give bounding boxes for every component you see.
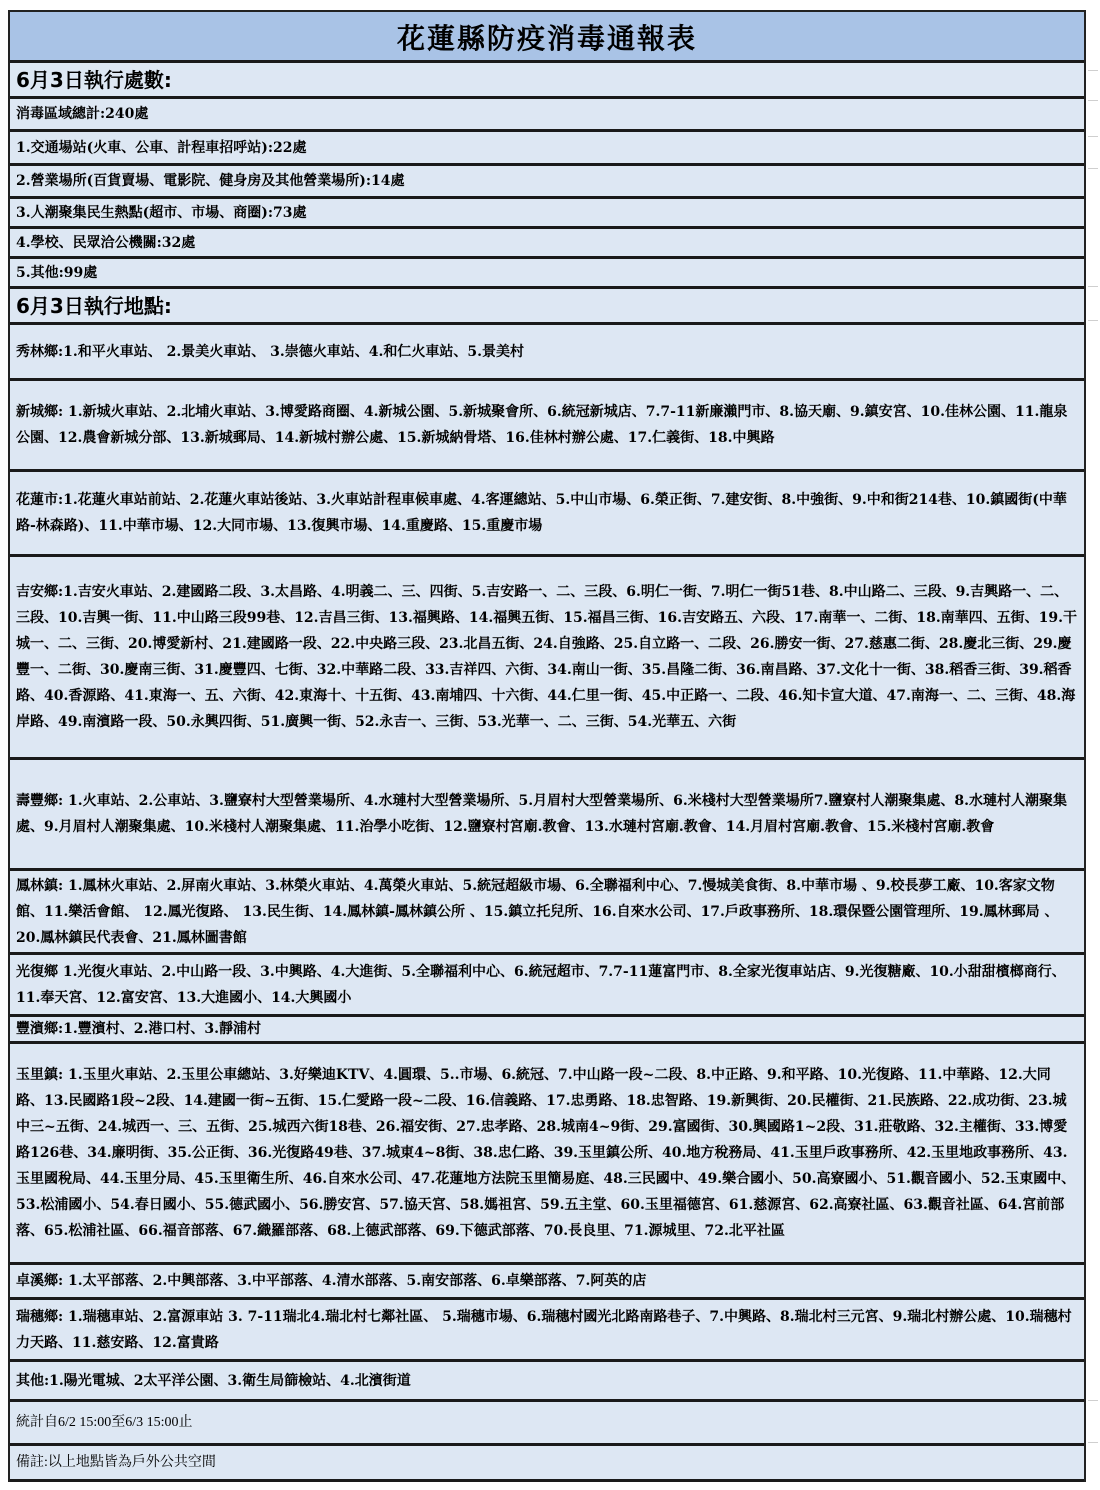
location-row-xincheng: 新城鄉: 1.新城火車站、2.北埔火車站、3.博愛路商圈、4.新城公園、5.新城聚會所、6.統冠新城店、7.7-11新廉瀨門市、8.協天廟、9.鎮安宮、10.佳林公園、11.龍泉公園、12.農會新城分部、13.新城郵局、14.新城村辦公處、15.新城納骨塔、16.佳林村辦公處、17.仁義街、18.中興路 [10,381,1084,472]
category-row-transport: 1.交通場站(火車、公車、計程車招呼站):22處 [10,132,1084,166]
location-row-jian: 吉安鄉:1.吉安火車站、2.建國路二段、3.太昌路、4.明義二、三、四街、5.吉安路一、二、三段、6.明仁一街、7.明仁一街51巷、8.中山路二、三段、9.吉興路一、二、三段、10.吉興一街、11.中山路三段99巷、12.吉昌三街、13.福興路、14.福興五街、15.福昌三街、16.吉安路五、六段、17.南華一、二街、18.南華四、五街、19.干城一、二、三街、20.博愛新村、21.建國路一段、22.中央路三段、23.北昌五街、24.自強路、25.自立路一、二段、26.勝安一街、27.慈惠二街、28.慶北三街、29.慶豐一、二街、30.慶南三街、31.慶豐四、七街、32.中華路二段、33.吉祥四、六街、34.南山一街、35.昌隆二街、36.南昌路、37.文化十一街、38.稻香三街、39.稻香路、40.香源路、41.東海一、五、六街、42.東海十、十五街、43.南埔四、十六街、44.仁里一街、45.中正路一、二段、46.知卡宣大道、47.南海一、二、三街、48.海岸路、49.南濱路一段、50.永興四街、51.廣興一街、52.永吉一、三街、53.光華一、二、三街、54.光華五、六街 [10,557,1084,760]
sheet-gridline-mark [1088,286,1098,287]
location-row-fenglin: 鳳林鎮: 1.鳳林火車站、2.屏南火車站、3.林榮火車站、4.萬榮火車站、5.統冠超級市場、6.全聯福利中心、7.慢城美食街、8.中華市場 、9.校長夢工廠、10.客家文物館、11.樂活會館、 12.鳳光復路、 13.民生街、14.鳳林鎮-鳳林鎮公所 、15.鎮立托兒所、16.自來水公司、17.戶政事務所、18.環保暨公園管理所、19.鳳林郵局 、20.鳳林鎮民代表會、21.鳳林圖書館 [10,871,1084,955]
location-row-yuli: 玉里鎮: 1.玉里火車站、2.玉里公車總站、3.好樂迪KTV、4.圓環、5..市場、6.統冠、7.中山路一段~二段、8.中正路、9.和平路、10.光復路、11.中華路、12.大同路、13.民國路1段~2段、14.建國一街~五街、15.仁愛路一段~二段、16.信義路、17.忠勇路、18.忠智路、19.新興街、20.民權街、21.民族路、22.成功街、23.城中三~五街、24.城西一、三、五街、25.城西六街18巷、26.福安街、27.忠孝路、28.城南4~9街、29.富國街、30.興國路1~2段、31.莊敬路、32.主權街、33.博愛路126巷、34.廉明街、35.公正街、36.光復路49巷、37.城東4~8街、38.忠仁路、39.玉里鎮公所、40.地方稅務局、41.玉里戶政事務所、42.玉里地政事務所、43.玉里國稅局、44.玉里分局、45.玉里衛生所、46.自來水公司、47.花蓮地方法院玉里簡易庭、48.三民國中、49.樂合國小、50.高寮國小、51.觀音國小、52.玉東國中、53.松浦國小、54.春日國小、55.德武國小、56.勝安宮、57.協天宮、58.媽祖宮、59.五主堂、60.玉里福德宮、61.慈源宮、62.高寮社區、63.觀音社區、64.宮前部落、65.松浦社區、66.福音部落、67.織羅部落、68.上德武部落、69.下德武部落、70.長良里、71.源城里、72.北平社區 [10,1044,1084,1265]
location-row-shoufeng: 壽豐鄉: 1.火車站、2.公車站、3.鹽寮村大型營業場所、4.水璉村大型營業場所、5.月眉村大型營業場所、6.米棧村大型營業場所7.鹽寮村人潮聚集處、8.水璉村人潮聚集處、9.月眉村人潮聚集處、10.米棧村人潮聚集處、11.治學小吃街、12.鹽寮村宮廟.教會、13.水璉村宮廟.教會、14.月眉村宮廟.教會、15.米棧村宮廟.教會 [10,760,1084,871]
report-title: 花蓮縣防疫消毒通報表 [10,10,1084,63]
location-section-header: 6月3日執行地點: [10,289,1084,325]
sheet-gridline-mark [1088,100,1098,101]
location-row-ruisui: 瑞穗鄉: 1.瑞穗車站、2.富源車站 3. 7-11瑞北4.瑞北村七鄰社區、 5.瑞穗市場、6.瑞穗村國光北路南路巷子、7.中興路、8.瑞北村三元宮、9.瑞北村辦公處、10.瑞穗村力天路、11.慈安路、12.富貴路 [10,1300,1084,1362]
sheet-gridline-mark [1088,1400,1098,1401]
report-sheet [8,10,1086,1482]
location-row-hualien-city: 花蓮市:1.花蓮火車站前站、2.花蓮火車站後站、3.火車站計程車候車處、4.客運總站、5.中山市場、6.榮正街、7.建安街、8.中強街、9.中和街214巷、10.鎮國街(中華路-林森路)、11.中華市場、12.大同市場、13.復興市場、14.重慶路、15.重慶市場 [10,472,1084,557]
category-row-other: 5.其他:99處 [10,259,1084,289]
location-row-xiulin: 秀林鄉:1.和平火車站、 2.景美火車站、 3.崇德火車站、4.和仁火車站、5.景美村 [10,325,1084,381]
statistics-period: 統計自6/2 15:00至6/3 15:00止 [10,1402,1084,1446]
category-row-business: 2.營業場所(百貨賣場、電影院、健身房及其他營業場所):14處 [10,166,1084,199]
category-row-crowd: 3.人潮聚集民生熱點(超市、市場、商圈):73處 [10,199,1084,229]
sheet-gridline-mark [1088,136,1098,137]
sheet-gridline-mark [1088,70,1098,71]
category-row-schools: 4.學校、民眾洽公機關:32處 [10,229,1084,259]
location-row-zhuoxi: 卓溪鄉: 1.太平部落、2.中興部落、3.中平部落、4.清水部落、5.南安部落、6.卓樂部落、7.阿英的店 [10,1265,1084,1300]
location-row-guangfu: 光復鄉 1.光復火車站、2.中山路一段、3.中興路、4.大進街、5.全聯福利中心、6.統冠超市、7.7-11蓮富門市、8.全家光復車站店、9.光復糖廠、10.小甜甜檳榔商行、11.奉天宮、12.富安宮、13.大進國小、14.大興國小 [10,955,1084,1017]
sheet-gridline-mark [1088,320,1098,321]
total-count-row: 消毒區域總計:240處 [10,99,1084,132]
sheet-gridline-mark [1088,1442,1098,1443]
sheet-gridline-mark [1088,168,1098,169]
location-row-fengbin: 豐濱鄉:1.豐濱村、2.港口村、3.靜浦村 [10,1017,1084,1044]
count-section-header: 6月3日執行處數: [10,63,1084,99]
location-row-other: 其他:1.陽光電城、2太平洋公園、3.衛生局篩檢站、4.北濱街道 [10,1362,1084,1402]
remark-note: 備註:以上地點皆為戶外公共空間 [10,1446,1084,1482]
